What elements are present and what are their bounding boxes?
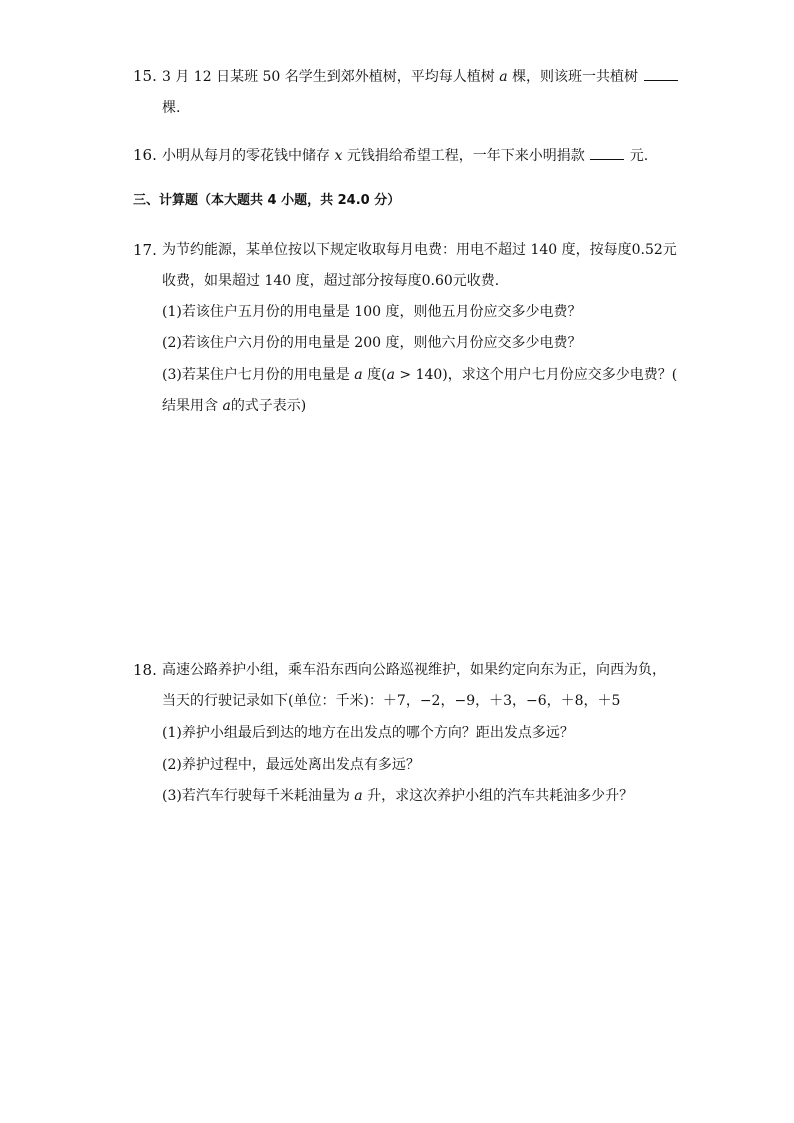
question-18-part-1: (1)养护小组最后到达的地方在出发点的哪个方向？距出发点多远？ [162,725,574,741]
question-17-part-3-line-2-variable: a [222,398,231,414]
question-18-line-2: 当天的行驶记录如下(单位：千米)：＋7，−2，−9，＋3，−6，＋8，＋5 [162,693,621,709]
question-18-number: 18. [133,661,157,679]
question-16-text-c: 元. [629,148,649,164]
question-17-part-3-text-c: > 140)，求这个用户七月份应交多少电费？( [394,367,678,383]
question-17-part-3-text-b: 度( [367,367,387,383]
question-17-number: 17. [133,241,157,259]
question-15-line-1 [162,67,679,86]
question-16-text-a: 小明从每月的零花钱中储存 [162,148,330,164]
question-16-line-1 [162,146,648,165]
question-18-part-3-variable: a [354,788,363,804]
question-15-variable: a [499,69,508,85]
question-17-line-2: 收费，如果超过 140 度，超过部分按每度0.60元收费． [162,273,509,289]
question-16-text-b: 元钱捐给希望工程，一年下来小明捐款 [346,148,585,164]
question-18-part-2: (2)养护过程中，最远处离出发点有多远？ [162,757,420,773]
question-18-part-3 [162,787,633,805]
question-18-part-3-text-b: 升，求这次养护小组的汽车共耗油多少升？ [367,788,634,804]
question-15-text-a: 3 月 12 日某班 50 名学生到郊外植树，平均每人植树 [162,69,495,85]
question-15-line-2: 棵. [162,100,181,116]
question-15-number: 15. [133,67,157,85]
question-16-variable: x [334,148,343,164]
question-18-line-1: 高速公路养护小组，乘车沿东西向公路巡视维护，如果约定向东为正，向西为负， [162,662,666,678]
question-17-line-1: 为节约能源，某单位按以下规定收取每月电费：用电不超过 140 度，按每度0.52元 [162,242,677,258]
question-18-part-3-text-a: (3)若汽车行驶每千米耗油量为 [162,788,350,804]
question-17-part-3-variable: a [354,367,363,383]
question-17-part-3 [162,366,677,384]
question-17-part-3-variable-2: a [386,367,395,383]
question-15-answer-blank[interactable] [644,67,678,81]
question-17-part-3-text-a: (3)若某住户七月份的用电量是 [162,367,350,383]
question-16-number: 16. [133,146,157,164]
question-17-part-1: (1)若该住户五月份的用电量是 100 度，则他五月份应交多少电费？ [162,304,582,320]
section-3-heading: 三、计算题（本大题共 4 小题，共 24.0 分） [133,193,401,208]
question-16-answer-blank[interactable] [590,146,624,160]
question-15-text-b: 棵，则该班一共植树 [512,69,639,85]
question-17-part-2: (2)若该住户六月份的用电量是 200 度，则他六月份应交多少电费？ [162,335,582,351]
question-17-part-3-line-2-text-a: 结果用含 [162,398,218,414]
question-17-part-3-line-2 [162,397,306,415]
question-17-part-3-line-2-text-b: 的式子表示) [230,398,307,414]
